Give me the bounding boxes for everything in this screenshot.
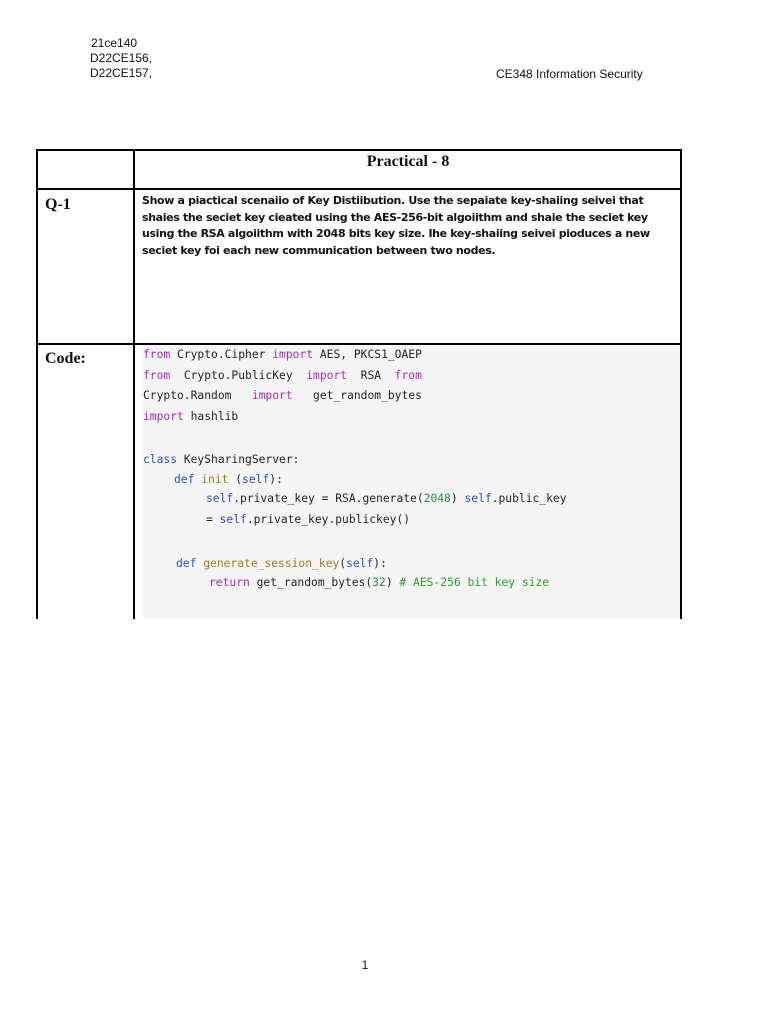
code-token: self <box>219 513 247 526</box>
code-token: = <box>206 513 220 526</box>
code-token: self <box>242 473 270 486</box>
code-token: init <box>201 473 229 486</box>
code-token: ): <box>373 557 387 570</box>
code-token: import <box>143 410 184 423</box>
code-token: .private_key.publickey() <box>246 513 411 526</box>
code-token: Crypto.Cipher <box>170 348 273 361</box>
code-line <box>206 491 567 507</box>
table-border-right <box>680 149 682 619</box>
code-line <box>209 575 549 591</box>
code-token: class <box>143 453 178 466</box>
code-line <box>143 347 422 363</box>
student-id: D22CE157, <box>90 66 153 80</box>
code-token: self <box>346 557 374 570</box>
code-line <box>206 512 410 528</box>
code-line <box>143 409 238 425</box>
page-number: 1 <box>361 958 369 972</box>
code-token: self <box>206 492 234 505</box>
code-token: ( <box>228 473 243 486</box>
code-token: self <box>464 492 492 505</box>
code-token: import <box>251 389 293 402</box>
code-token: hashlib <box>183 410 239 423</box>
code-token: # AES-256 bit key size <box>399 576 550 589</box>
code-token: ): <box>269 473 283 486</box>
code-token: ) <box>450 492 465 505</box>
code-token: from <box>143 369 171 382</box>
code-token: RSA <box>347 369 395 382</box>
practical-title: Practical - 8 <box>366 153 450 170</box>
code-token: Crypto.Random <box>143 389 252 402</box>
question-text: Show a piactical scenaiio of Key Distiibution. Use the sepaiate key-shaiing seivei that shaies the seciet key cieated using the AES-256-bit algoiithm and shaie the seciet key using the RSA algoiithm with 2048 bits key size. Ihe key-shaiing seivei pioduces a new seciet key foi each new communication between two nodes. <box>142 194 650 257</box>
code-token: import <box>272 348 314 361</box>
code-token: 32 <box>372 576 386 589</box>
question-label: Q-1 <box>45 196 71 213</box>
code-line <box>174 472 283 488</box>
code-token: ) <box>385 576 400 589</box>
course-title: CE348 Information Security <box>496 67 643 81</box>
code-token: .public_key <box>491 492 567 505</box>
code-block <box>143 347 567 589</box>
code-token: import <box>306 369 348 382</box>
table-border-left <box>36 149 38 619</box>
code-token: AES, PKCS1_OAEP <box>313 348 422 361</box>
code-token: get_random_bytes( <box>249 576 373 589</box>
student-id: D22CE156, <box>90 51 153 65</box>
student-id: 21ce140 <box>91 36 138 50</box>
code-token: ( <box>339 557 347 570</box>
code-line <box>143 452 299 468</box>
code-line <box>143 368 422 384</box>
code-token: from <box>143 348 171 361</box>
code-token: from <box>394 369 422 382</box>
code-token: def <box>174 473 195 486</box>
code-token: get_random_bytes <box>292 389 422 402</box>
code-token: 2048 <box>423 492 451 505</box>
code-token: def <box>176 557 197 570</box>
code-token: KeySharingServer: <box>177 453 300 466</box>
code-label: Code: <box>45 350 86 367</box>
code-token: return <box>209 576 250 589</box>
code-token: .private_key = RSA.generate( <box>233 492 424 505</box>
table-column-divider <box>133 149 135 619</box>
code-token: generate_session_key <box>203 557 340 570</box>
code-line <box>176 556 387 572</box>
code-token: Crypto.PublicKey <box>170 369 307 382</box>
student-ids <box>90 36 152 81</box>
code-line <box>143 388 422 404</box>
